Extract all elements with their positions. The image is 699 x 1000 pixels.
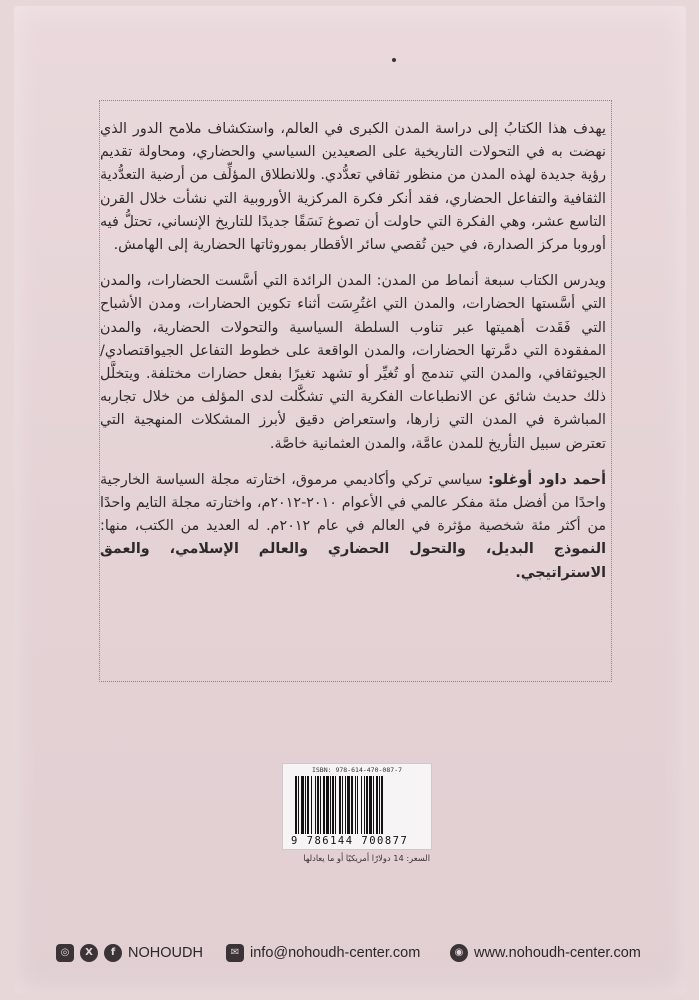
instagram-icon[interactable]: ◎ [56,944,74,962]
barcode-number: 9 786144 700877 [291,835,409,847]
barcode-bar [315,776,316,834]
barcode-bar [361,776,362,834]
barcode-bar [339,776,341,834]
paragraph-intro: يهدف هذا الكتابُ إلى دراسة المدن الكبرى في العالم، واستكشاف ملامح الدور الذي نهضت به في التحولات التاريخية على الصعيدين السياسي والحضاري، ومحاولة تقديم رؤية جديدة لهذه المدن من منظور ثقافي تعدُّدي. وللانطلاق المؤلِّف من أرضية التعدُّدية الثقافية والتفاعل الحضاري، فقد أنكر فكرة المركزية الأوروبية التي نشأت خلال القرن التاسع عشر، وهي الفكرة التي حاولت أن تصوغ نَسَقًا جديدًا للتاريخ الإنساني، تحتلُّ فيه أوروبا مركز الصدارة، في حين تُقصي سائر الأقطار بموروثاتها الحضارية إلى الهامش. [100,121,606,254]
author-bio [100,469,606,585]
globe-icon: ◉ [450,944,468,962]
author-name: أحمد داود أوغلو: [488,471,606,488]
barcode-bar [311,776,312,834]
isbn-label: ISBN: 978-614-470-087-7 [311,766,402,774]
barcode-bar [345,776,346,834]
barcode-bar [305,776,306,834]
barcode-bar [317,776,319,834]
barcode-bar [295,776,297,834]
barcode-bars [295,776,419,834]
barcode-bar [381,776,383,834]
email-contact[interactable] [226,940,420,966]
x-icon[interactable]: X [80,944,98,962]
barcode-bar [351,776,353,834]
barcode-bar [347,776,350,834]
barcode-bar [342,776,343,834]
barcode-bar [376,776,378,834]
facebook-icon[interactable]: f [104,944,122,962]
barcode-bar [332,776,334,834]
barcode-bar [366,776,368,834]
barcode-bar [364,776,365,834]
website-contact[interactable] [450,940,641,966]
barcode-bar [373,776,374,834]
barcode-bar [298,776,299,834]
barcode-bar [369,776,372,834]
barcode-bar [330,776,331,834]
barcode-bar [301,776,304,834]
description-text [100,118,606,598]
envelope-icon: ✉ [226,944,244,962]
barcode-sticker [282,763,432,850]
barcode-bar [326,776,329,834]
barcode-bar [355,776,356,834]
email-text[interactable]: info@nohoudh-center.com [250,945,421,961]
social-links [56,940,203,966]
barcode-bar [323,776,325,834]
barcode-bar [320,776,321,834]
author-bio-text: سياسي تركي وأكاديمي مرموق، اختارته مجلة السياسة الخارجية واحدًا من أفضل مئة مفكر عالمي في الأعوام ٢٠١٠-٢٠١٢م، واختارته مجلة التايم واحدًا من أكثر مئة شخصية مؤثرة في العالم في عام ٢٠١٢م. له العديد من الكتب، منها: [100,471,606,535]
decorative-dot [392,58,396,62]
barcode-bar [307,776,309,834]
price-label: السعر: 14 دولارًا أمريكيًا أو ما يعادلها [303,853,430,863]
paragraph-city-types: ويدرس الكتاب سبعة أنماط من المدن: المدن الرائدة التي أسَّست الحضارات، والمدن التي أسَّستها الحضارات، والمدن التي اغتُرِسَت أثناء تكوين الحضارات، ومدن الأشباح التي فَقَدت أهميتها عبر تناوب السلطة السياسية والتحولات الحضارية، والمدن المفقودة التي دمَّرتها الحضارات، والمدن الواقعة على خطوط التفاعل الجيواقتصادي/الجيوثقافي، والمدن التي تندمج أو تُغيِّر أو تشهد تغيرًا بفعل حضارات مختلفة. ويتخلَّل ذلك حديث شائق عن الانطباعات الفكرية التي تشكَّلت لدى المؤلف من خلال تجاربه المباشرة في المدن التي زارها، واستعراض دقيق لأبرز المشكلات المنهجية التي تعترض سبيل التأريخ للمدن عامَّة، والمدن العثمانية خاصَّة. [100,273,606,452]
barcode-bar [357,776,358,834]
brand-name: NOHOUDH [128,945,203,961]
author-books: النموذج البديل، والتحول الحضاري والعالم الإسلامي، والعمق الاستراتيجي. [100,541,606,581]
barcode-bar [379,776,380,834]
website-text[interactable]: www.nohoudh-center.com [474,945,641,961]
barcode-bar [335,776,336,834]
